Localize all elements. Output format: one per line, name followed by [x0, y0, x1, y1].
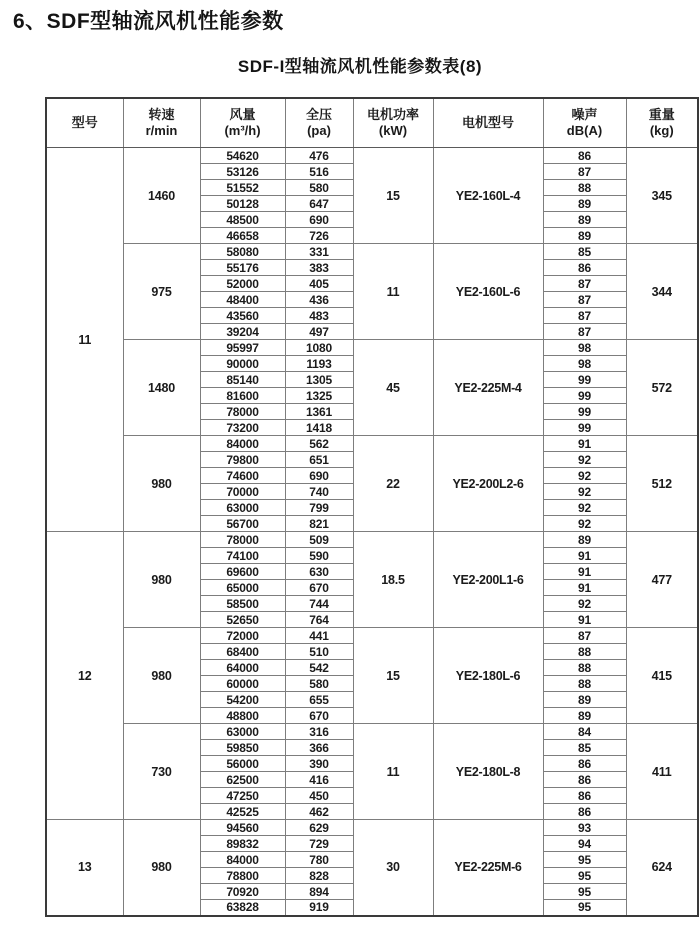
airflow-cell: 74100: [200, 548, 285, 564]
motor-cell: YE2-225M-4: [433, 340, 543, 436]
airflow-cell: 69600: [200, 564, 285, 580]
noise-cell: 88: [543, 180, 626, 196]
pressure-cell: 821: [285, 516, 353, 532]
power-cell: 30: [353, 820, 433, 916]
pressure-cell: 580: [285, 676, 353, 692]
airflow-cell: 43560: [200, 308, 285, 324]
airflow-cell: 54620: [200, 148, 285, 164]
airflow-cell: 48400: [200, 292, 285, 308]
airflow-cell: 63000: [200, 500, 285, 516]
noise-cell: 86: [543, 148, 626, 164]
pressure-cell: 630: [285, 564, 353, 580]
pressure-cell: 1361: [285, 404, 353, 420]
noise-cell: 89: [543, 212, 626, 228]
noise-cell: 87: [543, 292, 626, 308]
noise-cell: 99: [543, 404, 626, 420]
airflow-cell: 52000: [200, 276, 285, 292]
pressure-cell: 383: [285, 260, 353, 276]
pressure-cell: 740: [285, 484, 353, 500]
speed-cell: 980: [123, 532, 200, 628]
noise-cell: 95: [543, 868, 626, 884]
airflow-cell: 63000: [200, 724, 285, 740]
noise-cell: 92: [543, 468, 626, 484]
table-header: [46, 98, 698, 148]
header-label: 风量: [229, 106, 256, 122]
header-cell-motor: [433, 98, 543, 148]
airflow-cell: 72000: [200, 628, 285, 644]
header-label: 转速: [148, 106, 175, 122]
noise-cell: 87: [543, 164, 626, 180]
noise-cell: 91: [543, 436, 626, 452]
noise-cell: 87: [543, 276, 626, 292]
airflow-cell: 53126: [200, 164, 285, 180]
airflow-cell: 81600: [200, 388, 285, 404]
airflow-cell: 63828: [200, 900, 285, 916]
power-cell: 11: [353, 724, 433, 820]
pressure-cell: 1325: [285, 388, 353, 404]
header-cell-noise: [543, 98, 626, 148]
airflow-cell: 78800: [200, 868, 285, 884]
pressure-cell: 450: [285, 788, 353, 804]
noise-cell: 88: [543, 676, 626, 692]
airflow-cell: 59850: [200, 740, 285, 756]
header-label: 电机功率: [366, 106, 419, 122]
pressure-cell: 629: [285, 820, 353, 836]
pressure-cell: 516: [285, 164, 353, 180]
power-cell: 22: [353, 436, 433, 532]
pressure-cell: 647: [285, 196, 353, 212]
airflow-cell: 47250: [200, 788, 285, 804]
noise-cell: 89: [543, 692, 626, 708]
pressure-cell: 331: [285, 244, 353, 260]
speed-cell: 975: [123, 244, 200, 340]
noise-cell: 95: [543, 852, 626, 868]
airflow-cell: 79800: [200, 452, 285, 468]
noise-cell: 91: [543, 612, 626, 628]
header-cell-pressure: [285, 98, 353, 148]
header-cell-airflow: [200, 98, 285, 148]
noise-cell: 86: [543, 772, 626, 788]
pressure-cell: 542: [285, 660, 353, 676]
header-label: 电机型号: [461, 114, 514, 130]
noise-cell: 92: [543, 484, 626, 500]
noise-cell: 85: [543, 740, 626, 756]
header-unit: (kW): [378, 123, 408, 138]
weight-cell: 572: [626, 340, 698, 436]
header-label: 全压: [305, 106, 332, 122]
weight-cell: 624: [626, 820, 698, 916]
noise-cell: 86: [543, 756, 626, 772]
airflow-cell: 52650: [200, 612, 285, 628]
pressure-cell: 651: [285, 452, 353, 468]
pressure-cell: 562: [285, 436, 353, 452]
airflow-cell: 78000: [200, 532, 285, 548]
weight-cell: 415: [626, 628, 698, 724]
noise-cell: 91: [543, 548, 626, 564]
airflow-cell: 90000: [200, 356, 285, 372]
motor-cell: YE2-225M-6: [433, 820, 543, 916]
noise-cell: 87: [543, 324, 626, 340]
airflow-cell: 84000: [200, 852, 285, 868]
header-row: [46, 98, 698, 148]
pressure-cell: 670: [285, 580, 353, 596]
table-row: [46, 340, 698, 356]
speed-cell: 980: [123, 436, 200, 532]
noise-cell: 99: [543, 420, 626, 436]
airflow-cell: 85140: [200, 372, 285, 388]
speed-cell: 980: [123, 820, 200, 916]
model-cell: 13: [46, 820, 123, 916]
noise-cell: 85: [543, 244, 626, 260]
page-title: 6、SDF型轴流风机性能参数: [13, 10, 284, 33]
header-unit: (pa): [307, 123, 331, 138]
pressure-cell: 580: [285, 180, 353, 196]
pressure-cell: 1418: [285, 420, 353, 436]
airflow-cell: 58080: [200, 244, 285, 260]
header-unit: r/min: [145, 123, 178, 138]
noise-cell: 92: [543, 596, 626, 612]
airflow-cell: 55176: [200, 260, 285, 276]
pressure-cell: 690: [285, 212, 353, 228]
noise-cell: 95: [543, 884, 626, 900]
pressure-cell: 919: [285, 900, 353, 916]
airflow-cell: 95997: [200, 340, 285, 356]
airflow-cell: 70920: [200, 884, 285, 900]
header-cell-speed: [123, 98, 200, 148]
airflow-cell: 74600: [200, 468, 285, 484]
header-cell-power: [353, 98, 433, 148]
pressure-cell: 828: [285, 868, 353, 884]
noise-cell: 91: [543, 580, 626, 596]
noise-cell: 89: [543, 196, 626, 212]
pressure-cell: 462: [285, 804, 353, 820]
table-row: [46, 436, 698, 452]
pressure-cell: 655: [285, 692, 353, 708]
airflow-cell: 50128: [200, 196, 285, 212]
noise-cell: 88: [543, 644, 626, 660]
noise-cell: 92: [543, 516, 626, 532]
pressure-cell: 780: [285, 852, 353, 868]
airflow-cell: 48800: [200, 708, 285, 724]
noise-cell: 86: [543, 260, 626, 276]
pressure-cell: 894: [285, 884, 353, 900]
noise-cell: 84: [543, 724, 626, 740]
power-cell: 15: [353, 628, 433, 724]
noise-cell: 86: [543, 804, 626, 820]
airflow-cell: 46658: [200, 228, 285, 244]
noise-cell: 89: [543, 228, 626, 244]
header-unit: (kg): [649, 123, 674, 138]
noise-cell: 94: [543, 836, 626, 852]
power-cell: 18.5: [353, 532, 433, 628]
pressure-cell: 764: [285, 612, 353, 628]
noise-cell: 98: [543, 340, 626, 356]
motor-cell: YE2-160L-6: [433, 244, 543, 340]
pressure-cell: 1080: [285, 340, 353, 356]
pressure-cell: 729: [285, 836, 353, 852]
pressure-cell: 390: [285, 756, 353, 772]
pressure-cell: 436: [285, 292, 353, 308]
airflow-cell: 73200: [200, 420, 285, 436]
pressure-cell: 497: [285, 324, 353, 340]
pressure-cell: 483: [285, 308, 353, 324]
noise-cell: 89: [543, 708, 626, 724]
motor-cell: YE2-200L1-6: [433, 532, 543, 628]
table-row: [46, 148, 698, 164]
noise-cell: 91: [543, 564, 626, 580]
header-unit: (m³/h): [224, 123, 261, 138]
performance-table: [45, 97, 699, 917]
noise-cell: 95: [543, 900, 626, 916]
weight-cell: 411: [626, 724, 698, 820]
noise-cell: 87: [543, 308, 626, 324]
noise-cell: 89: [543, 532, 626, 548]
noise-cell: 87: [543, 628, 626, 644]
pressure-cell: 416: [285, 772, 353, 788]
noise-cell: 99: [543, 372, 626, 388]
pressure-cell: 799: [285, 500, 353, 516]
speed-cell: 980: [123, 628, 200, 724]
weight-cell: 345: [626, 148, 698, 244]
pressure-cell: 690: [285, 468, 353, 484]
motor-cell: YE2-160L-4: [433, 148, 543, 244]
airflow-cell: 56700: [200, 516, 285, 532]
airflow-cell: 84000: [200, 436, 285, 452]
airflow-cell: 39204: [200, 324, 285, 340]
airflow-cell: 94560: [200, 820, 285, 836]
header-cell-weight: [626, 98, 698, 148]
airflow-cell: 64000: [200, 660, 285, 676]
header-label: 重量: [648, 106, 675, 122]
table-row: [46, 724, 698, 740]
speed-cell: 730: [123, 724, 200, 820]
header-cell-model: [46, 98, 123, 148]
pressure-cell: 1193: [285, 356, 353, 372]
pressure-cell: 316: [285, 724, 353, 740]
airflow-cell: 42525: [200, 804, 285, 820]
pressure-cell: 366: [285, 740, 353, 756]
weight-cell: 477: [626, 532, 698, 628]
motor-cell: YE2-180L-8: [433, 724, 543, 820]
header-unit: dB(A): [566, 123, 603, 138]
pressure-cell: 509: [285, 532, 353, 548]
airflow-cell: 54200: [200, 692, 285, 708]
table-row: [46, 628, 698, 644]
power-cell: 11: [353, 244, 433, 340]
pressure-cell: 726: [285, 228, 353, 244]
airflow-cell: 58500: [200, 596, 285, 612]
airflow-cell: 62500: [200, 772, 285, 788]
table-title: SDF-I型轴流风机性能参数表(8): [237, 57, 483, 76]
speed-cell: 1460: [123, 148, 200, 244]
header-label: 噪声: [571, 106, 598, 122]
airflow-cell: 51552: [200, 180, 285, 196]
pressure-cell: 510: [285, 644, 353, 660]
power-cell: 15: [353, 148, 433, 244]
noise-cell: 93: [543, 820, 626, 836]
model-cell: 12: [46, 532, 123, 820]
table-body: [46, 148, 698, 916]
airflow-cell: 65000: [200, 580, 285, 596]
noise-cell: 92: [543, 452, 626, 468]
table-row: [46, 532, 698, 548]
noise-cell: 92: [543, 500, 626, 516]
pressure-cell: 590: [285, 548, 353, 564]
speed-cell: 1480: [123, 340, 200, 436]
airflow-cell: 60000: [200, 676, 285, 692]
pressure-cell: 441: [285, 628, 353, 644]
noise-cell: 88: [543, 660, 626, 676]
pressure-cell: 744: [285, 596, 353, 612]
model-cell: 11: [46, 148, 123, 532]
table-row: [46, 244, 698, 260]
noise-cell: 99: [543, 388, 626, 404]
weight-cell: 344: [626, 244, 698, 340]
pressure-cell: 405: [285, 276, 353, 292]
power-cell: 45: [353, 340, 433, 436]
airflow-cell: 89832: [200, 836, 285, 852]
table-row: [46, 820, 698, 836]
airflow-cell: 48500: [200, 212, 285, 228]
airflow-cell: 56000: [200, 756, 285, 772]
pressure-cell: 670: [285, 708, 353, 724]
airflow-cell: 70000: [200, 484, 285, 500]
noise-cell: 86: [543, 788, 626, 804]
weight-cell: 512: [626, 436, 698, 532]
noise-cell: 98: [543, 356, 626, 372]
motor-cell: YE2-180L-6: [433, 628, 543, 724]
airflow-cell: 78000: [200, 404, 285, 420]
motor-cell: YE2-200L2-6: [433, 436, 543, 532]
pressure-cell: 476: [285, 148, 353, 164]
header-label: 型号: [71, 114, 98, 130]
pressure-cell: 1305: [285, 372, 353, 388]
airflow-cell: 68400: [200, 644, 285, 660]
